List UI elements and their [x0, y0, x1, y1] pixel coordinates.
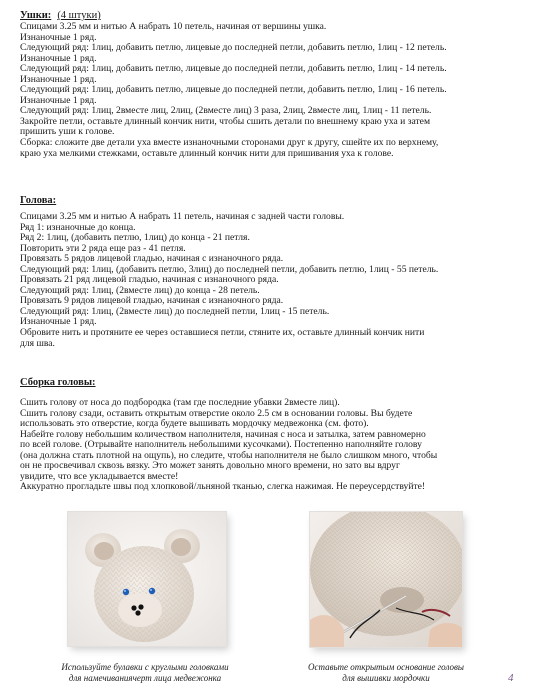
assembly-line: Набейте голову небольшим количеством наполнителя, начиная с носа и затылка, затем равномерно — [20, 428, 426, 440]
bear-head-illustration — [68, 512, 226, 646]
head-line: Следующий ряд: 1лиц, (2вместе лиц) до конца - 28 петель. — [20, 284, 260, 296]
left-caption-line-1: Используйте булавки с круглыми головками — [61, 662, 229, 672]
assembly-line: Аккуратно прогладьте швы под хлопковой/льняной тканью, слегка нажимая. Не переусердствуйте! — [20, 481, 426, 493]
head-instructions — [20, 212, 520, 349]
left-eye-pin — [123, 589, 129, 595]
ears-instructions — [20, 22, 520, 159]
ears-line: Следующий ряд: 1лиц, добавить петлю, лицевые до последней петли, добавить петлю, 1лиц - 12 петель. — [20, 42, 447, 54]
head-line: Обровите нить и протяните ее через оставшиеся петли, стяните их, оставьте длинный кончик нити — [20, 327, 425, 339]
head-line: Следующий ряд: 1лиц, (2вместе лиц) до последней петли, 1лиц - 15 петель. — [20, 305, 330, 317]
assembly-section — [20, 377, 520, 493]
head-base-illustration — [310, 512, 462, 647]
head-line: для шва. — [20, 337, 55, 349]
head-line: Ряд 2: 1лиц, (добавить петлю, 1лиц) до конца - 21 петля. — [20, 232, 250, 244]
left-caption-line-2: для намечиваниячерт лица медвежонка — [68, 672, 222, 683]
ears-line: краю уха мелкими стежками, оставьте длинный кончик нити для пришивания уха к голове. — [20, 147, 394, 159]
assembly-line: Сшить голову от носа до подбородка (там где последние убавки 2вместе лиц). — [20, 397, 340, 408]
head-section — [20, 195, 520, 349]
bear-face-photo — [68, 512, 226, 646]
head-line: Спицами 3.25 мм и нитью А набрать 11 петель, начиная с задней части головы. — [20, 211, 345, 222]
head-heading: Голова: — [20, 195, 57, 206]
ears-line: Спицами 3.25 мм и нитью А набрать 10 петель, начиная от вершины ушка. — [20, 21, 327, 32]
left-photo-caption — [20, 662, 270, 683]
ears-line: Изнаночные 1 ряд. — [20, 31, 97, 43]
head-line: Следующий ряд: 1лиц, (добавить петлю, 3лиц) до последней петли, добавить петлю, 1лиц - 55 петель. — [20, 263, 439, 275]
ears-line: Следующий ряд: 1лиц, добавить петлю, лицевые до последней петли, добавить петлю, 1лиц - 14 петель. — [20, 63, 447, 75]
ears-section — [20, 10, 520, 159]
assembly-line: он не просвечивал сквозь вязку. Это может занять довольно много времени, но зато вы вдруг — [20, 460, 400, 472]
right-photo-caption — [266, 662, 506, 683]
ears-line: Следующий ряд: 1лиц, 2вместе лиц, 2лиц, (2вместе лиц) 3 раза, 2лиц, 2вместе лиц, 1лиц - 11 петель. — [20, 105, 432, 117]
head-line: Провязать 9 рядов лицевой гладью, начиная с изнаночного ряда. — [20, 295, 284, 307]
ears-line: пришить уши к голове. — [20, 126, 115, 138]
head-line: Ряд 1: изнаночные до конца. — [20, 221, 136, 233]
assembly-line: по всей голове. (Отрывайте наполнитель небольшими кусочками). Постепенно наполняйте голову — [20, 439, 422, 451]
assembly-line: (она должна стать плотной на ощупь), но следите, чтобы наполнителя не было слишком много, чтобы — [20, 449, 438, 461]
assembly-line: увидите, что все укладывается вместе! — [20, 470, 179, 482]
assembly-line: использовать это отверстие, когда будете вышивать мордочку медвежонка (см. фото). — [20, 418, 369, 430]
right-caption-line-2: для вышивки мордочки — [342, 672, 430, 683]
head-line: Провязать 21 ряд лицевой гладью, начиная с изнаночного ряда. — [20, 274, 279, 286]
ears-title: Ушки: — [20, 10, 52, 21]
assembly-heading: Сборка головы: — [20, 377, 96, 388]
head-base-photo — [310, 512, 462, 647]
ears-line: Закройте петли, оставьте длинный кончик нити, чтобы сшить детали по внешнему краю уха и затем — [20, 115, 431, 127]
ears-line: Изнаночные 1 ряд. — [20, 94, 97, 106]
right-caption-line-1: Оставьте открытым основание головы — [308, 662, 464, 672]
head-line: Изнаночные 1 ряд. — [20, 316, 97, 328]
assembly-instructions — [20, 398, 520, 493]
head-line: Повторить эти 2 ряда еще раз - 41 петля. — [20, 242, 186, 254]
ears-line: Изнаночные 1 ряд. — [20, 73, 97, 85]
head-line: Провязать 5 рядов лицевой гладью, начиная с изнаночного ряда. — [20, 253, 284, 265]
assembly-line: Сшить голову сзади, оставить открытым отверстие около 2.5 см в основании головы. Вы будете — [20, 407, 413, 419]
ears-line: Следующий ряд: 1лиц, добавить петлю, лицевые до последней петли, добавить петлю, 1лиц - 16 петель. — [20, 84, 447, 96]
ears-count: (4 штуки) — [57, 10, 101, 21]
ears-line: Изнаночные 1 ряд. — [20, 52, 97, 64]
ears-line: Сборка: сложите две детали уха вместе изнаночными сторонами друг к другу, сшейте их по верхнему, — [20, 137, 439, 149]
page-number: 4 — [508, 672, 514, 684]
right-eye-pin — [149, 588, 155, 594]
